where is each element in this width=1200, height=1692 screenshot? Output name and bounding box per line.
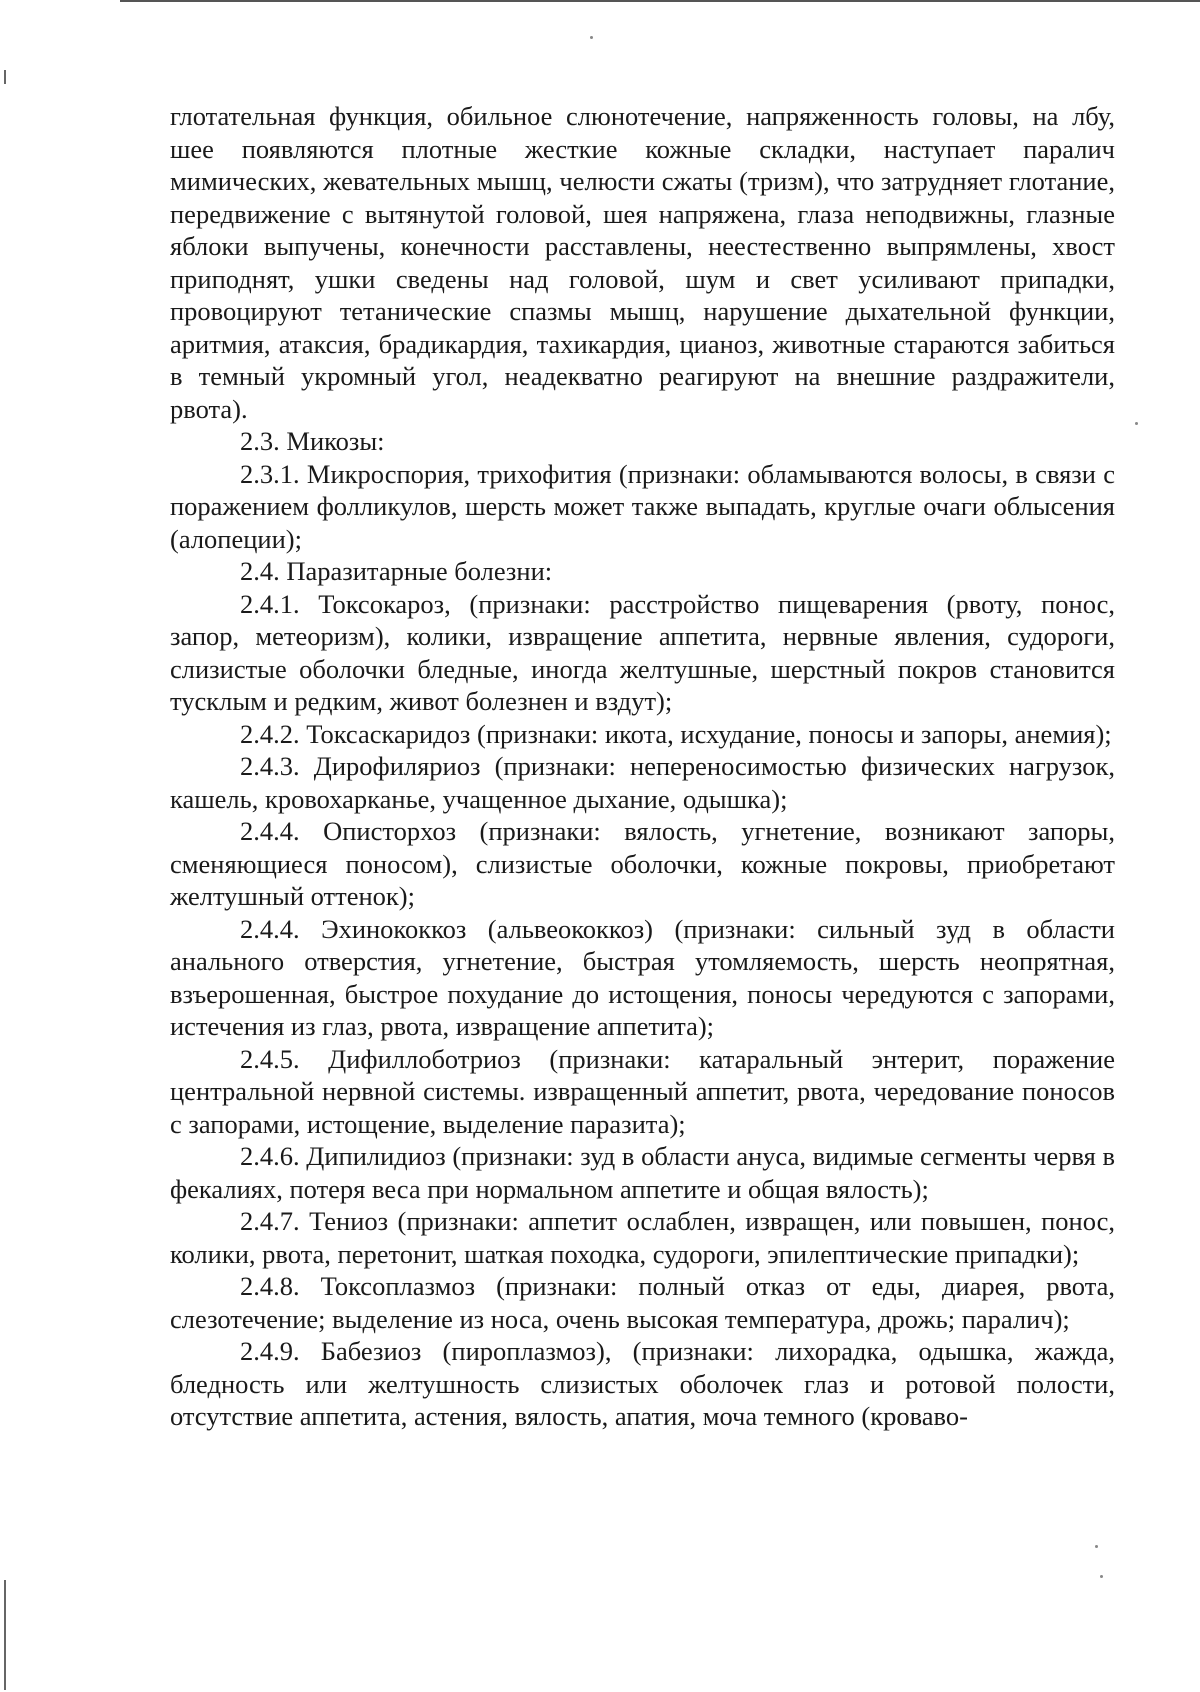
paragraph-microsporia: 2.3.1. Микроспория, трихофития (признаки: обламываются волосы, в связи с поражением фолликулов, шерсть может также выпадать, круглые очаги облысения (алопеции); xyxy=(170,458,1115,554)
paragraph-teniasis: 2.4.7. Тениоз (признаки: аппетит ослаблен, извращен, или повышен, понос, колики, рвота, перетонит, шаткая походка, судороги, эпилептические припадки); xyxy=(170,1206,1115,1269)
section-heading-mycoses: 2.3. Микозы: xyxy=(240,426,385,456)
paragraph-diphyllobothriasis: 2.4.5. Дифиллоботриоз (признаки: катаральный энтерит, поражение центральной нервной системы. извращенный аппетит, рвота, чередование поносов с запорами, истощение, выделение паразита); xyxy=(170,1043,1115,1139)
paragraph-dirofilariasis: 2.4.3. Дирофиляриоз (признаки: непереносимостью физических нагрузок, кашель, кровохарканье, учащенное дыхание, одышка); xyxy=(170,751,1115,814)
section-heading-parasitic: 2.4. Паразитарные болезни: xyxy=(240,556,553,586)
scan-speck xyxy=(1095,1545,1098,1548)
paragraph-opisthorchiasis: 2.4.4. Описторхоз (признаки: вялость, угнетение, возникают запоры, сменяющиеся поносом), слизистые оболочки, кожные покровы, приобретают желтушный оттенок); xyxy=(170,816,1115,911)
scan-speck xyxy=(1135,422,1138,425)
scan-speck xyxy=(590,36,593,39)
scan-margin-mark xyxy=(4,70,6,84)
paragraph-babesiosis: 2.4.9. Бабезиоз (пироплазмоз), (признаки: лихорадка, одышка, жажда, бледность или желтушность слизистых оболочек глаз и ротовой полости, отсутствие аппетита, астения, вялость, апатия, моча темного (кроваво- xyxy=(170,1336,1115,1431)
paragraph-continuation: глотательная функция, обильное слюнотечение, напряженность головы, на лбу, шее появляются плотные жесткие кожные складки, наступает паралич мимических, жевательных мышц, челюсти сжаты (тризм), что затрудняет глотание, передвижение с вытянутой головой, шея напряжена, глаза неподвижны, глазные яблоки выпучены, конечности расставлены, неестественно выпрямлены, хвост приподнят, ушки сведены над головой, шум и свет усиливают припадки, провоцируют тетанические спазмы мышц, нарушение дыхательной функции, аритмия, атаксия, брадикардия, тахикардия, цианоз, животные стараются забиться в темный укромный угол, неадекватно реагируют на внешние раздражители, рвота). xyxy=(170,101,1115,424)
document-body xyxy=(170,100,1115,1433)
scan-margin-mark xyxy=(4,1580,6,1690)
paragraph-toxascaridosis: 2.4.2. Токсаскаридоз (признаки: икота, исхудание, поносы и запоры, анемия); xyxy=(240,718,1112,749)
paragraph-dipylidiasis: 2.4.6. Дипилидиоз (признаки: зуд в области ануса, видимые сегменты червя в фекалиях, потеря веса при нормальном аппетите и общая вялость); xyxy=(170,1141,1115,1204)
paragraph-echinococcosis: 2.4.4. Эхинококкоз (альвеококкоз) (признаки: сильный зуд в области анального отверстия, угнетение, быстрая утомляемость, шерсть неопрятная, взъерошенная, быстрое похудание до истощения, поносы чередуются с запорами, истечения из глаз, рвота, извращение аппетита); xyxy=(170,913,1115,1041)
page-top-border xyxy=(120,0,1200,2)
paragraph-toxoplasmosis: 2.4.8. Токсоплазмоз (признаки: полный отказ от еды, диарея, рвота, слезотечение; выделение из носа, очень высокая температура, дрожь; паралич); xyxy=(170,1271,1115,1334)
scan-speck xyxy=(1100,1575,1103,1578)
paragraph-toxocarosis: 2.4.1. Токсокароз, (признаки: расстройство пищеварения (рвоту, понос, запор, метеоризм), колики, извращение аппетита, нервные явления, судороги, слизистые оболочки бледные, иногда желтушные, шерстный покров становится тусклым и редким, живот болезнен и вздут); xyxy=(170,588,1115,716)
